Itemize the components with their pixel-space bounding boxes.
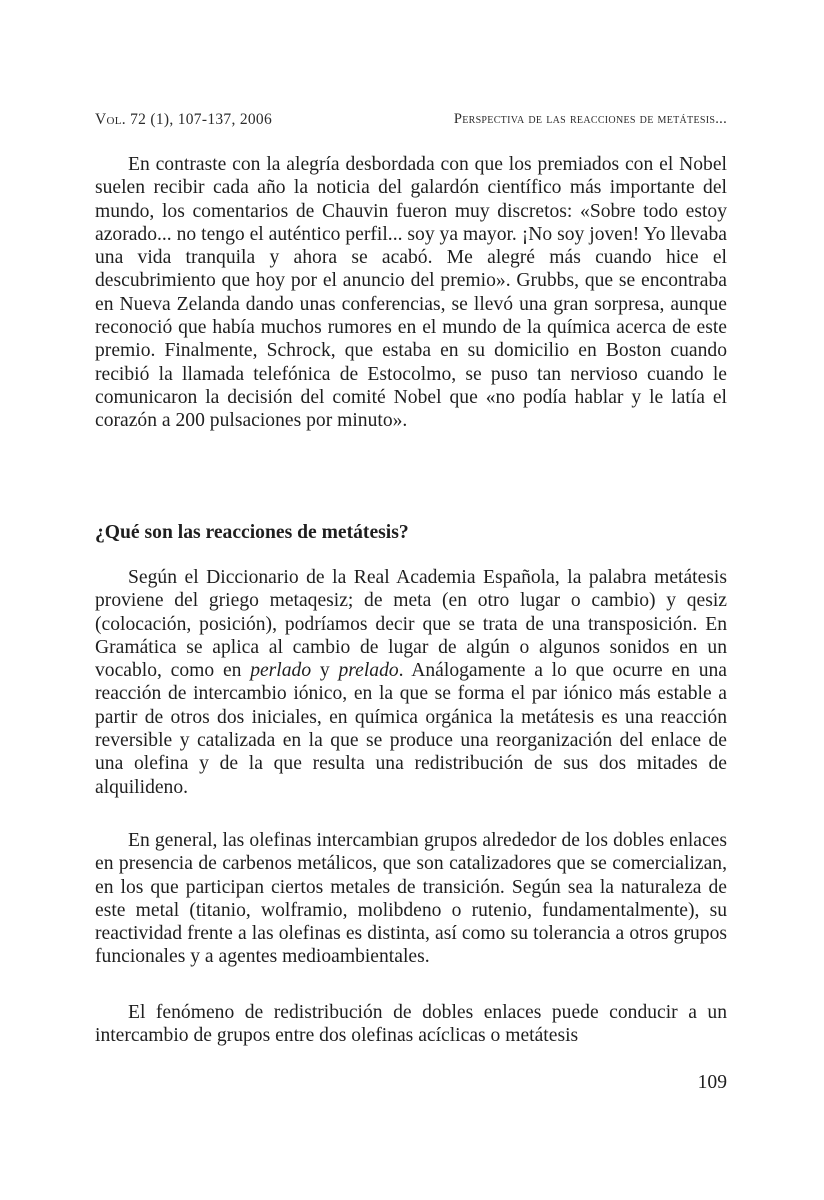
document-page — [95, 0, 727, 1200]
running-header — [95, 111, 727, 133]
section-heading: ¿Qué son las reacciones de metátesis? — [95, 522, 409, 543]
paragraph-connector: y — [311, 660, 339, 682]
paragraph-text: El fenómeno de redistribución de dobles enlaces puede conducir a un intercambio de grupos entre dos olefinas acíclicas o metátesis — [95, 1002, 727, 1047]
paragraph-text: En contraste con la alegría desbordada con que los premiados con el Nobel suelen recibir cada año la noticia del galardón científico más importante del mundo, los comentarios de Chauvin fueron muy discretos: «Sobre todo estoy azorado... no tengo el auténtico perfil... soy ya mayor. ¡No soy joven! Yo llevaba una vida tranquila y ahora se acabó. Me alegré más cuando hice el descubrimiento que hoy por el anuncio del premio». Grubbs, que se encontraba en Nueva Zelanda dando unas conferencias, se llevó una gran sorpresa, aunque reconoció que había muchos rumores en el mundo de la química acerca de este premio. Finalmente, Schrock, que estaba en su domicilio en Boston cuando recibió la llamada telefónica de Estocolmo, se puso tan nervioso cuando le comunicaron la decisión del comité Nobel que «no podía hablar y le latía el corazón a 200 pulsaciones por minuto». — [95, 154, 727, 432]
italic-word-perlado: perlado — [250, 660, 312, 682]
paragraph-text — [95, 566, 727, 799]
paragraph-text-part-b: . Análogamente a lo que ocurre en una reacción de intercambio iónico, en la que se forma el par iónico más estable a partir de otros dos iniciales, en química orgánica la metátesis es una reacción reversible y catalizada en la que se produce una reorganización del enlace de una olefina y de la que resulta una redistribución de sus dos mitades de alquilideno. — [95, 660, 727, 798]
paragraph-olefins-exchange — [95, 829, 727, 969]
paragraph-text-part-a: Según el Diccionario de la Real Academia Española, la palabra metátesis proviene del griego metaqesiz; de meta (en otro lugar o cambio) y qesiz (colocación, posición), podríamos decir que se trata de una transposición. En Gramática se aplica al cambio de lugar de algún o algunos sonidos en un vocablo, como en — [95, 567, 727, 682]
journal-volume-reference: Vol. 72 (1), 107-137, 2006 — [95, 111, 273, 128]
paragraph-metathesis-definition — [95, 566, 727, 799]
paragraph-nobel-reactions — [95, 153, 727, 433]
page-number: 109 — [697, 1072, 727, 1093]
italic-word-prelado: prelado — [338, 660, 399, 682]
paragraph-double-bond-redistribution — [95, 1001, 727, 1048]
paragraph-text: En general, las olefinas intercambian grupos alrededor de los dobles enlaces en presencia de carbenos metálicos, que son catalizadores que se comercializan, en los que participan ciertos metales de transición. Según sea la naturaleza de este metal (titanio, wolframio, molibdeno o rutenio, fundamentalmente), su reactividad frente a las olefinas es distinta, así como su tolerancia a otros grupos funcionales y a agentes medioambientales. — [95, 830, 727, 968]
article-running-title: Perspectiva de las reacciones de metátesis... — [453, 111, 727, 127]
